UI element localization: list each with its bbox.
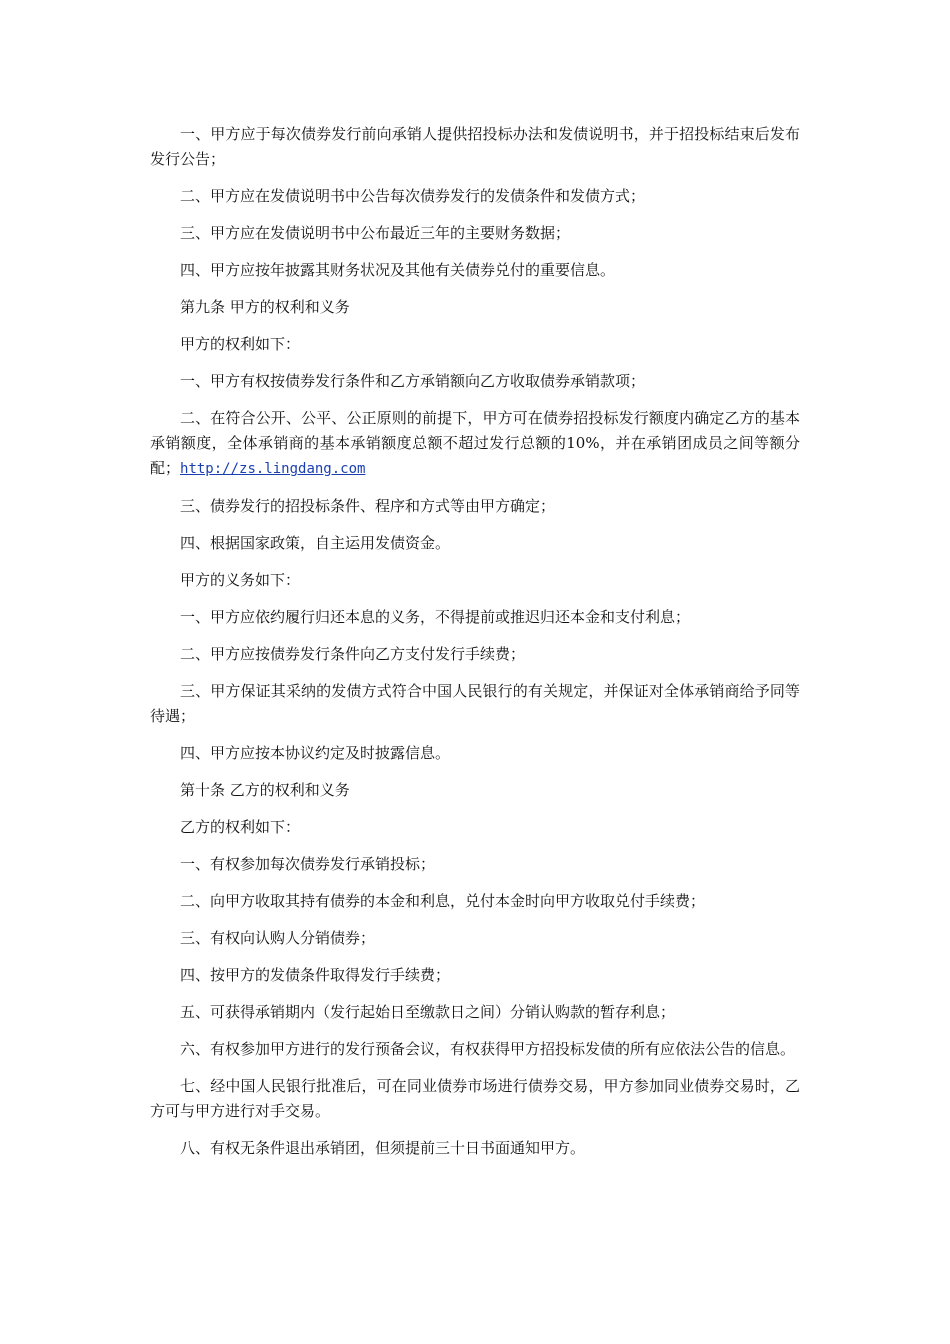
party-b-right-3: 三、有权向认购人分销债券； [180,929,376,947]
party-b-rights-heading: 乙方的权利如下： [180,818,301,836]
party-a-rights-heading: 甲方的权利如下： [180,335,301,353]
paragraph-1: 一、甲方应于每次债券发行前向承销人提供招投标办法和发债说明书，并于招投标结束后发布发行公告； [150,125,800,168]
article-9-heading: 第九条 甲方的权利和义务 [180,298,350,316]
party-b-right-1: 一、有权参加每次债券发行承销投标； [180,855,436,873]
party-b-right-7: 七、经中国人民银行批准后，可在同业债券市场进行债券交易，甲方参加同业债券交易时，乙方可与甲方进行对手交易。 [150,1077,800,1120]
party-b-right-2: 二、向甲方收取其持有债券的本金和利息，兑付本金时向甲方收取兑付手续费； [180,892,706,910]
party-a-obligations-heading: 甲方的义务如下： [180,571,301,589]
party-a-right-2 [150,406,800,482]
article-10-heading: 第十条 乙方的权利和义务 [180,781,350,799]
website-link[interactable]: http://zs.lingdang.com [180,461,366,477]
party-a-right-4: 四、根据国家政策，自主运用发债资金。 [180,534,451,552]
party-b-right-8: 八、有权无条件退出承销团，但须提前三十日书面通知甲方。 [180,1139,586,1157]
party-a-right-1: 一、甲方有权按债券发行条件和乙方承销额向乙方收取债券承销款项； [180,372,646,390]
party-a-right-2-text: 二、在符合公开、公平、公正原则的前提下，甲方可在债券招投标发行额度内确定乙方的基本承销额度，全体承销商的基本承销额度总额不超过发行总额的10%，并在承销团成员之间等额分配； [150,409,800,477]
party-a-obligation-3: 三、甲方保证其采纳的发债方式符合中国人民银行的有关规定，并保证对全体承销商给予同等待遇； [150,682,800,725]
party-b-right-6: 六、有权参加甲方进行的发行预备会议，有权获得甲方招投标发债的所有应依法公告的信息。 [180,1040,796,1058]
party-b-right-5: 五、可获得承销期内（发行起始日至缴款日之间）分销认购款的暂存利息； [180,1003,676,1021]
party-a-obligation-4: 四、甲方应按本协议约定及时披露信息。 [180,744,451,762]
paragraph-2: 二、甲方应在发债说明书中公告每次债券发行的发债条件和发债方式； [180,187,646,205]
party-b-right-4: 四、按甲方的发债条件取得发行手续费； [180,966,451,984]
party-a-obligation-1: 一、甲方应依约履行归还本息的义务，不得提前或推迟归还本金和支付利息； [180,608,691,626]
party-a-right-3: 三、债券发行的招投标条件、程序和方式等由甲方确定； [180,497,556,515]
paragraph-3: 三、甲方应在发债说明书中公布最近三年的主要财务数据； [180,224,571,242]
paragraph-4: 四、甲方应按年披露其财务状况及其他有关债券兑付的重要信息。 [180,261,616,279]
party-a-obligation-2: 二、甲方应按债券发行条件向乙方支付发行手续费； [180,645,526,663]
